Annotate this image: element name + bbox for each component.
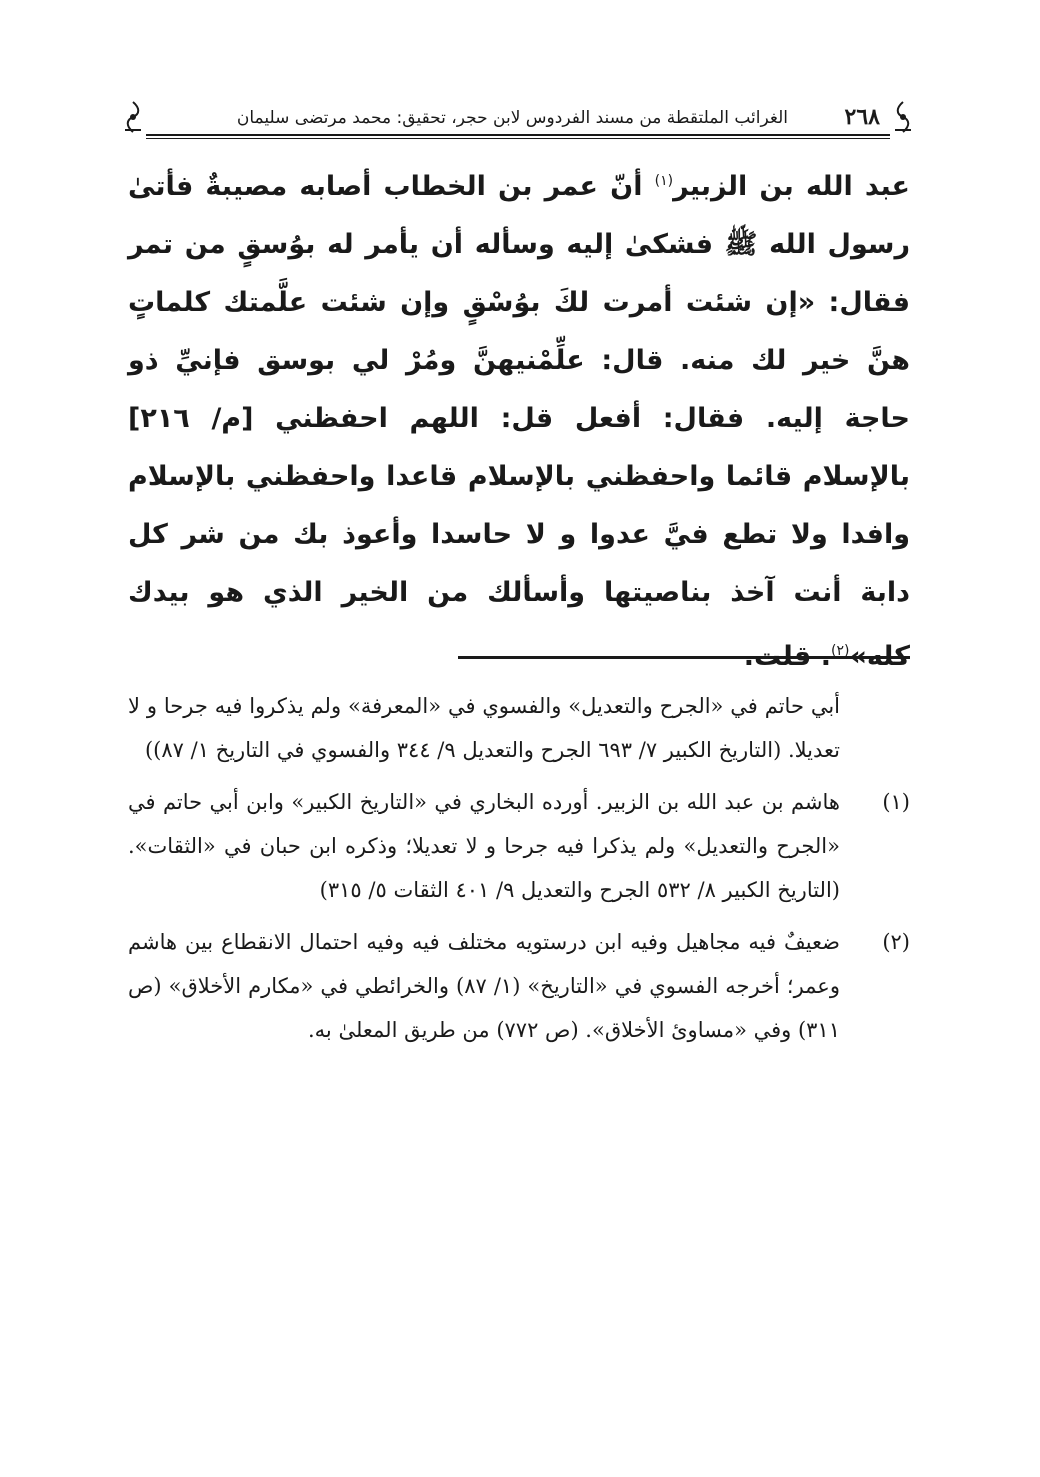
footnote-item: [128, 780, 910, 912]
footnote-number: (٢): [882, 930, 910, 954]
ornament-icon: [892, 100, 914, 134]
footnote-text: ضعيفٌ فيه مجاهيل وفيه ابن درستويه مختلف فيه وفيه احتمال الانقطاع بين هاشم وعمر؛ أخرجه الفسوي في «التاريخ» (١/ ٨٧) والخرائطي في «مكارم الأخلاق» (ص ٣١١) وفي «مساوئ الأخلاق». (ص ٧٧٢) من طريق المعلىٰ به.: [128, 930, 840, 1042]
footnote-number: (١): [882, 790, 910, 814]
footnote-continuation: [128, 684, 910, 772]
running-title: الغرائب الملتقطة من مسند الفردوس لابن حجر، تحقيق: محمد مرتضى سليمان: [236, 108, 788, 128]
ornament-icon: [122, 100, 144, 134]
footnote-text: هاشم بن عبد الله بن الزبير. أورده البخاري في «التاريخ الكبير» وابن أبي حاتم في «الجرح والتعديل» ولم يذكرا فيه جرحا و لا تعديلا؛ وذكره ابن حبان في «الثقات». (التاريخ الكبير ٨/ ٥٣٢ الجرح والتعديل ٩/ ٤٠١ الثقات ٥/ ٣١٥): [128, 790, 840, 902]
header-rule: [146, 134, 890, 136]
footnote-ref: (٢): [830, 643, 850, 659]
text-segment: . قلت.: [743, 641, 831, 672]
hadith-paragraph: [128, 152, 910, 686]
footnote-ref: (١): [654, 173, 674, 189]
page-number: ٢٦٨: [844, 104, 880, 130]
footnote-item: [128, 920, 910, 1052]
footnote-separator: [458, 656, 910, 659]
text-segment: عبد الله بن الزبير: [673, 171, 910, 202]
text-segment: أنّ عمر بن الخطاب أصابه مصيبةٌ فأتىٰ رسول الله ﷺ فشكىٰ إليه وسأله أن يأمر له بوُسقٍ من تمر فقال: «إن شئت أمرت لكَ بوُسْقٍ وإن شئت علَّمتك كلماتٍ هنَّ خير لك منه. قال: علِّمْنيهنَّ ومُرْ لي بوسق فإنيِّ ذو حاجة إليه. فقال: أفعل قل: اللهم احفظني [م/ ٢١٦] بالإسلام قائما واحفظني بالإسلام قاعدا واحفظني بالإسلام وافدا ولا تطع فيَّ عدوا و لا حاسدا وأعوذ بك من شر كل دابة أنت آخذ بناصيتها وأسألك من الخير الذي هو بيدك كله»: [128, 171, 910, 672]
header-rule-thin: [146, 138, 890, 139]
main-text: [128, 152, 910, 686]
footnotes: [128, 684, 910, 1052]
page-header: [128, 96, 908, 142]
footnote-text: أبي حاتم في «الجرح والتعديل» والفسوي في «المعرفة» ولم يذكروا فيه جرحا و لا تعديلا. (التاريخ الكبير ٧/ ٦٩٣ الجرح والتعديل ٩/ ٣٤٤ والفسوي في التاريخ ١/ ٨٧)): [128, 694, 840, 762]
